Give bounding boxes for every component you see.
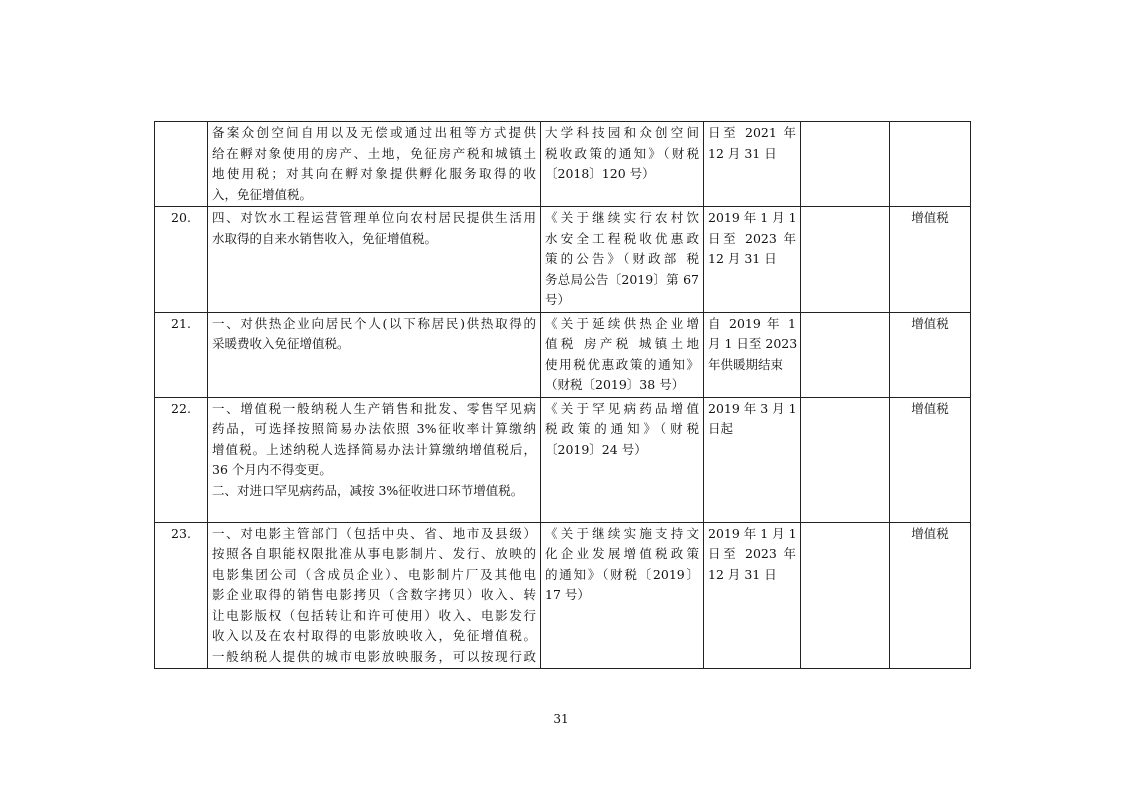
- policy-basis: [541, 207, 704, 313]
- basis-line: 使用税优惠政策的通知》: [545, 356, 699, 372]
- policy-content: [208, 397, 541, 522]
- period-line: 12 月 31 日: [708, 145, 777, 161]
- period-line: 日至 2023 年: [708, 230, 796, 246]
- blank-cell: [801, 312, 890, 397]
- content-line: 地使用税；对其向在孵对象提供孵化服务取得的收: [212, 166, 536, 181]
- policy-basis: [541, 522, 704, 669]
- table-row: [155, 397, 971, 522]
- period-line: 月 1 日至 2023: [708, 336, 798, 351]
- period-line: 日起: [708, 421, 734, 436]
- content-line: 备案众创空间自用以及无偿或通过出租等方式提供: [212, 125, 536, 140]
- blank-cell: [801, 122, 890, 207]
- policy-basis: [541, 312, 704, 397]
- period-line: 2019 年 3 月 1: [708, 400, 797, 416]
- table-row: [155, 522, 971, 669]
- basis-line: 水安全工程税收优惠政: [545, 230, 699, 246]
- row-number: [155, 122, 208, 207]
- policy-period: [704, 522, 801, 669]
- blank-cell: [801, 522, 890, 669]
- content-line: 药品，可选择按照简易办法依照 3%征收率计算缴纳: [212, 421, 536, 436]
- row-number: 22.: [155, 397, 208, 522]
- basis-line: 值税 房产税 城镇土地: [545, 336, 699, 351]
- content-line: 二、对进口罕见病药品，减按 3%征收进口环节增值税。: [212, 482, 524, 498]
- basis-line: 〔2019〕24 号）: [545, 441, 647, 457]
- basis-line: 《关于继续实施支持文: [545, 525, 699, 541]
- policy-table-body: [155, 122, 971, 669]
- basis-line: 化企业发展增值税政策: [545, 546, 699, 561]
- content-line: 一、对电影主管部门（包括中央、省、地市及县级）: [212, 525, 536, 541]
- basis-line: 17 号）: [545, 587, 590, 602]
- policy-period: [704, 207, 801, 313]
- row-number: 21.: [155, 312, 208, 397]
- policy-period: [704, 122, 801, 207]
- content-line: 一般纳税人提供的城市电影放映服务，可以按现行政: [212, 648, 536, 664]
- table-row: [155, 122, 971, 207]
- tax-type: 增值税: [890, 207, 971, 313]
- content-line: 给在孵对象使用的房产、土地，免征房产税和城镇土: [212, 145, 536, 161]
- period-line: 日至 2023 年: [708, 546, 796, 561]
- table-row: [155, 312, 971, 397]
- policy-content: [208, 207, 541, 313]
- content-line: 电影集团公司（含成员企业）、电影制片厂及其他电: [212, 566, 536, 582]
- period-line: 12 月 31 日: [708, 566, 777, 582]
- tax-type: 增值税: [890, 522, 971, 669]
- basis-line: 税收政策的通知》（财税: [545, 145, 699, 161]
- policy-period: [704, 312, 801, 397]
- policy-table: [154, 121, 971, 669]
- content-line: 36 个月内不得变更。: [212, 462, 332, 477]
- content-line: 增值税。上述纳税人选择简易办法计算缴纳增值税后，: [212, 441, 536, 457]
- basis-line: 《关于继续实行农村饮: [545, 210, 699, 225]
- policy-content: [208, 522, 541, 669]
- basis-line: 《关于罕见病药品增值: [545, 400, 699, 416]
- period-line: 日至 2021 年: [708, 125, 796, 140]
- basis-line: 的通知》（财税〔2019〕: [545, 566, 699, 582]
- content-line: 一、对供热企业向居民个人(以下称居民)供热取得的: [212, 315, 536, 331]
- period-line: 2019 年 1 月 1: [708, 210, 797, 225]
- content-line: 让电影版权（包括转让和许可使用）收入、电影发行: [212, 607, 536, 623]
- basis-line: 《关于延续供热企业增: [545, 315, 699, 331]
- tax-type: [890, 122, 971, 207]
- content-line: 四、对饮水工程运营管理单位向农村居民提供生活用: [212, 210, 536, 225]
- basis-line: 务总局公告〔2019〕第 67: [545, 271, 699, 287]
- blank-cell: [801, 397, 890, 522]
- blank-cell: [801, 207, 890, 313]
- content-line: 采暖费收入免征增值税。: [212, 336, 350, 351]
- page-number: 31: [553, 712, 569, 726]
- policy-content: [208, 122, 541, 207]
- content-line: 按照各自职能权限批准从事电影制片、发行、放映的: [212, 546, 536, 561]
- content-line: 入，免征增值税。: [212, 186, 313, 202]
- row-number: 23.: [155, 522, 208, 669]
- policy-content: [208, 312, 541, 397]
- row-number: 20.: [155, 207, 208, 313]
- basis-line: 策的公告》（财政部 税: [545, 251, 699, 266]
- period-line: 2019 年 1 月 1: [708, 525, 797, 541]
- basis-line: （财税〔2019〕38 号）: [545, 377, 685, 392]
- policy-basis: [541, 397, 704, 522]
- tax-type: 增值税: [890, 312, 971, 397]
- period-line: 年供暖期结束: [708, 356, 784, 372]
- content-line: 收入以及在农村取得的电影放映收入，免征增值税。: [212, 628, 536, 643]
- policy-period: [704, 397, 801, 522]
- basis-line: 税政策的通知》（财税: [545, 421, 699, 436]
- table-row: [155, 207, 971, 313]
- content-line: 影企业取得的销售电影拷贝（含数字拷贝）收入、转: [212, 587, 536, 602]
- period-line: 自 2019 年 1: [708, 315, 796, 331]
- period-line: 12 月 31 日: [708, 251, 777, 266]
- policy-basis: [541, 122, 704, 207]
- basis-line: 号）: [545, 292, 571, 307]
- content-line: 一、增值税一般纳税人生产销售和批发、零售罕见病: [212, 400, 536, 416]
- basis-line: 大学科技园和众创空间: [545, 125, 699, 140]
- tax-type: 增值税: [890, 397, 971, 522]
- basis-line: 〔2018〕120 号）: [545, 166, 655, 181]
- content-line: 水取得的自来水销售收入，免征增值税。: [212, 230, 438, 246]
